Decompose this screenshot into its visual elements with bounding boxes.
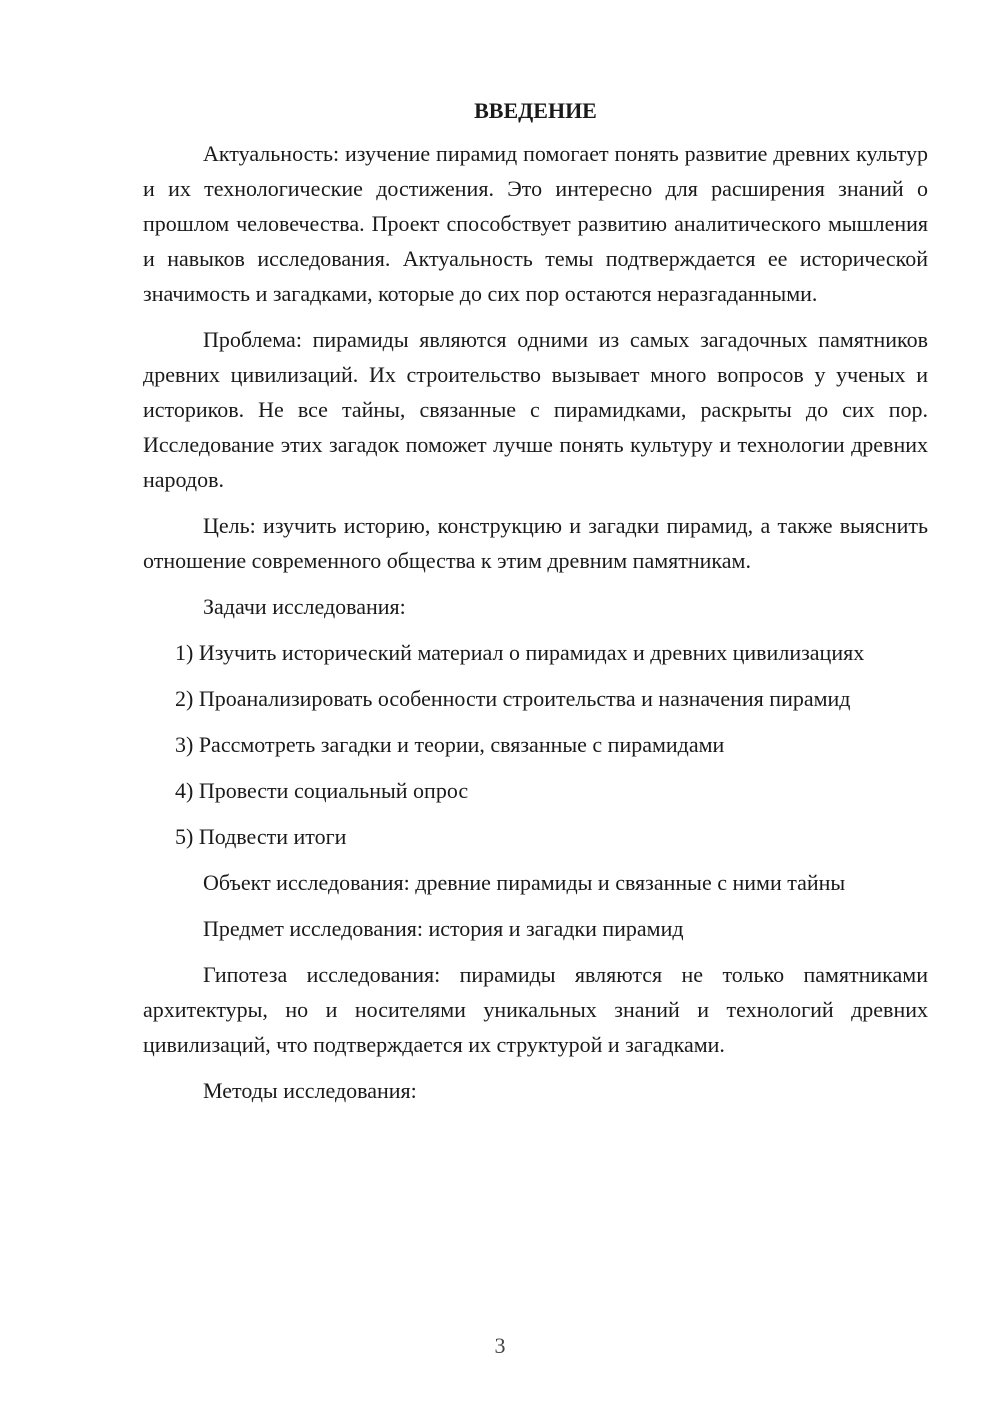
task-item: 2) Проанализировать особенности строительства и назначения пирамид: [175, 686, 851, 711]
task-item: 4) Провести социальный опрос: [175, 778, 469, 803]
page-number: 3: [494, 1333, 506, 1358]
task-item: 3) Рассмотреть загадки и теории, связанные с пирамидами: [175, 732, 725, 757]
page-content: [143, 96, 928, 1108]
object-paragraph: Объект исследования: древние пирамиды и связанные с ними тайны: [203, 870, 846, 895]
task-item: 5) Подвести итоги: [175, 824, 347, 849]
task-item: 1) Изучить исторический материал о пирамидах и древних цивилизациях: [175, 640, 865, 665]
methods-heading: Методы исследования:: [203, 1078, 417, 1103]
relevance-paragraph: Актуальность: изучение пирамид помогает понять развитие древних культур и их технологические достижения. Это интересно для расширения знаний о прошлом человечества. Проект способствует развитию аналитического мышления и навыков исследования. Актуальность темы подтверждается ее исторической значимость и загадками, которые до сих пор остаются неразгаданными.: [143, 141, 928, 306]
hypothesis-paragraph: Гипотеза исследования: пирамиды являются не только памятниками архитектуры, но и носителями уникальных знаний и технологий древних цивилизаций, что подтверждается их структурой и загадками.: [143, 962, 928, 1057]
problem-paragraph: Проблема: пирамиды являются одними из самых загадочных памятников древних цивилизаций. Их строительство вызывает много вопросов у ученых и историков. Не все тайны, связанные с пирамидками, раскрыты до сих пор. Исследование этих загадок поможет лучше понять культуру и технологии древних народов.: [143, 327, 928, 492]
tasks-heading: Задачи исследования:: [203, 594, 406, 619]
section-title: ВВЕДЕНИЕ: [474, 98, 597, 123]
goal-paragraph: Цель: изучить историю, конструкцию и загадки пирамид, а также выяснить отношение современного общества к этим древним памятникам.: [143, 513, 928, 573]
subject-paragraph: Предмет исследования: история и загадки пирамид: [203, 916, 684, 941]
